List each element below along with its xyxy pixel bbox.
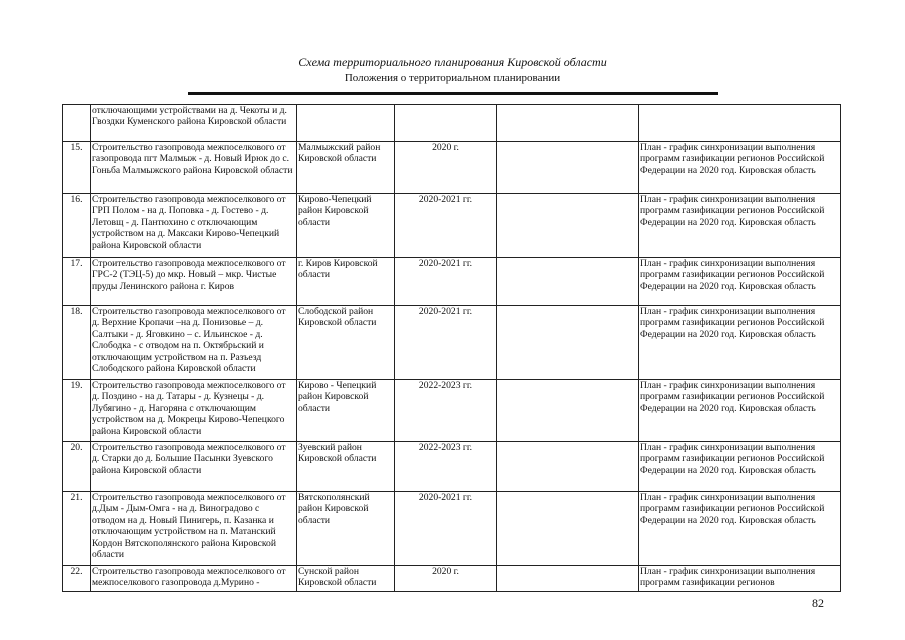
object-location: Кирово - Чепецкий район Кировской области [297, 380, 395, 442]
row-number: 16. [63, 194, 91, 258]
implementation-period: 2022-2023 гг. [395, 442, 497, 492]
basis-document: План - график синхронизации выполнения программ газификации регионов Российской Федерации на 2020 год. Кировская область [639, 442, 841, 492]
document-subtitle: Положения о территориальном планировании [344, 72, 561, 84]
table-row [63, 258, 841, 306]
extra-cell [497, 105, 639, 142]
basis-document: План - график синхронизации выполнения программ газификации регионов Российской Федерации на 2020 год. Кировская область [639, 306, 841, 380]
row-number [63, 105, 91, 142]
object-name: отключающими устройствами на д. Чекоты и д. Гвоздки Куменского района Кировской области [91, 105, 297, 142]
extra-cell [497, 492, 639, 566]
extra-cell [497, 194, 639, 258]
object-location: Слободской район Кировской области [297, 306, 395, 380]
object-location: Сунской район Кировской области [297, 566, 395, 592]
basis-document: План - график синхронизации выполнения программ газификации регионов Российской Федерации на 2020 год. Кировская область [639, 194, 841, 258]
basis-document [639, 105, 841, 142]
table-row [63, 566, 841, 592]
object-name: Строительство газопровода межпоселкового от газопровода пгт Малмыж - д. Новый Ирюк до с. Гоньба Малмыжского района Кировской области [91, 142, 297, 194]
extra-cell [497, 258, 639, 306]
basis-document: План - график синхронизации выполнения программ газификации регионов Российской Федерации на 2020 год. Кировская область [639, 492, 841, 566]
object-name: Строительство газопровода межпоселкового от д. Старки до д. Большие Пасынки Зуевского района Кировской области [91, 442, 297, 492]
row-number: 18. [63, 306, 91, 380]
implementation-period: 2020-2021 гг. [395, 258, 497, 306]
row-number: 21. [63, 492, 91, 566]
basis-document: План - график синхронизации выполнения программ газификации регионов Российской Федерации на 2020 год. Кировская область [639, 380, 841, 442]
object-location: Вятскополянский район Кировской области [297, 492, 395, 566]
row-number: 20. [63, 442, 91, 492]
planning-table [62, 104, 841, 592]
extra-cell [497, 442, 639, 492]
implementation-period [395, 105, 497, 142]
object-name: Строительство газопровода межпоселкового от ГРС-2 (ТЭЦ-5) до мкр. Новый – мкр. Чистые пруды Ленинского района г. Киров [91, 258, 297, 306]
implementation-period: 2022-2023 гг. [395, 380, 497, 442]
extra-cell [497, 142, 639, 194]
object-location: Зуевский район Кировской области [297, 442, 395, 492]
object-name: Строительство газопровода межпоселкового от д. Верхние Кропачи –на д. Понизовье – д. Салтыки - д. Яговкино – с. Ильинское - д. Слободка - с отводом на п. Октябрьский и отключающим устройством на п. Разъезд Слободского района Кировской области [91, 306, 297, 380]
table-row [63, 306, 841, 380]
table-row [63, 492, 841, 566]
table-row [63, 194, 841, 258]
object-location [297, 105, 395, 142]
object-location: Кирово-Чепецкий район Кировской области [297, 194, 395, 258]
table-row [63, 142, 841, 194]
basis-document: План - график синхронизации выполнения программ газификации регионов Российской Федерации на 2020 год. Кировская область [639, 142, 841, 194]
row-number: 19. [63, 380, 91, 442]
implementation-period: 2020-2021 гг. [395, 492, 497, 566]
document-title: Схема территориального планирования Кировской области [298, 55, 607, 69]
implementation-period: 2020 г. [395, 142, 497, 194]
table-row [63, 442, 841, 492]
row-number: 17. [63, 258, 91, 306]
header-divider [188, 92, 718, 95]
object-name: Строительство газопровода межпоселкового от д.Дым - Дым-Омга - на д. Виноградово с отводом на д. Новый Пинигерь, п. Казанка и отключающим устройством на п. Матанский Кордон Вятскополянского района Кировской области [91, 492, 297, 566]
row-number: 22. [63, 566, 91, 592]
object-location: Малмыжский район Кировской области [297, 142, 395, 194]
implementation-period: 2020 г. [395, 566, 497, 592]
basis-document: План - график синхронизации выполнения программ газификации регионов Российской Федерации на 2020 год. Кировская область [639, 258, 841, 306]
table-row [63, 105, 841, 142]
extra-cell [497, 380, 639, 442]
implementation-period: 2020-2021 гг. [395, 194, 497, 258]
extra-cell [497, 566, 639, 592]
page-number: 82 [812, 596, 824, 610]
extra-cell [497, 306, 639, 380]
object-name: Строительство газопровода межпоселкового от д. Поздино - на д. Татары - д. Кузнецы - д. Лубягино - д. Нагоряна с отключающим устройством на д. Мокрецы Кирово-Чепецкого района Кировской области [91, 380, 297, 442]
row-number: 15. [63, 142, 91, 194]
basis-document: План - график синхронизации выполнения программ газификации регионов [639, 566, 841, 592]
object-name: Строительство газопровода межпоселкового от ГРП Полом - на д. Поповка - д. Гостево - д. Летовщ - д. Пантюхино с отключающим устройством на д. Максаки Кирово-Чепецкий района Кировской области [91, 194, 297, 258]
object-location: г. Киров Кировской области [297, 258, 395, 306]
table-row [63, 380, 841, 442]
object-name: Строительство газопровода межпоселкового от межпоселкового газопровода д.Мурино - [91, 566, 297, 592]
implementation-period: 2020-2021 гг. [395, 306, 497, 380]
